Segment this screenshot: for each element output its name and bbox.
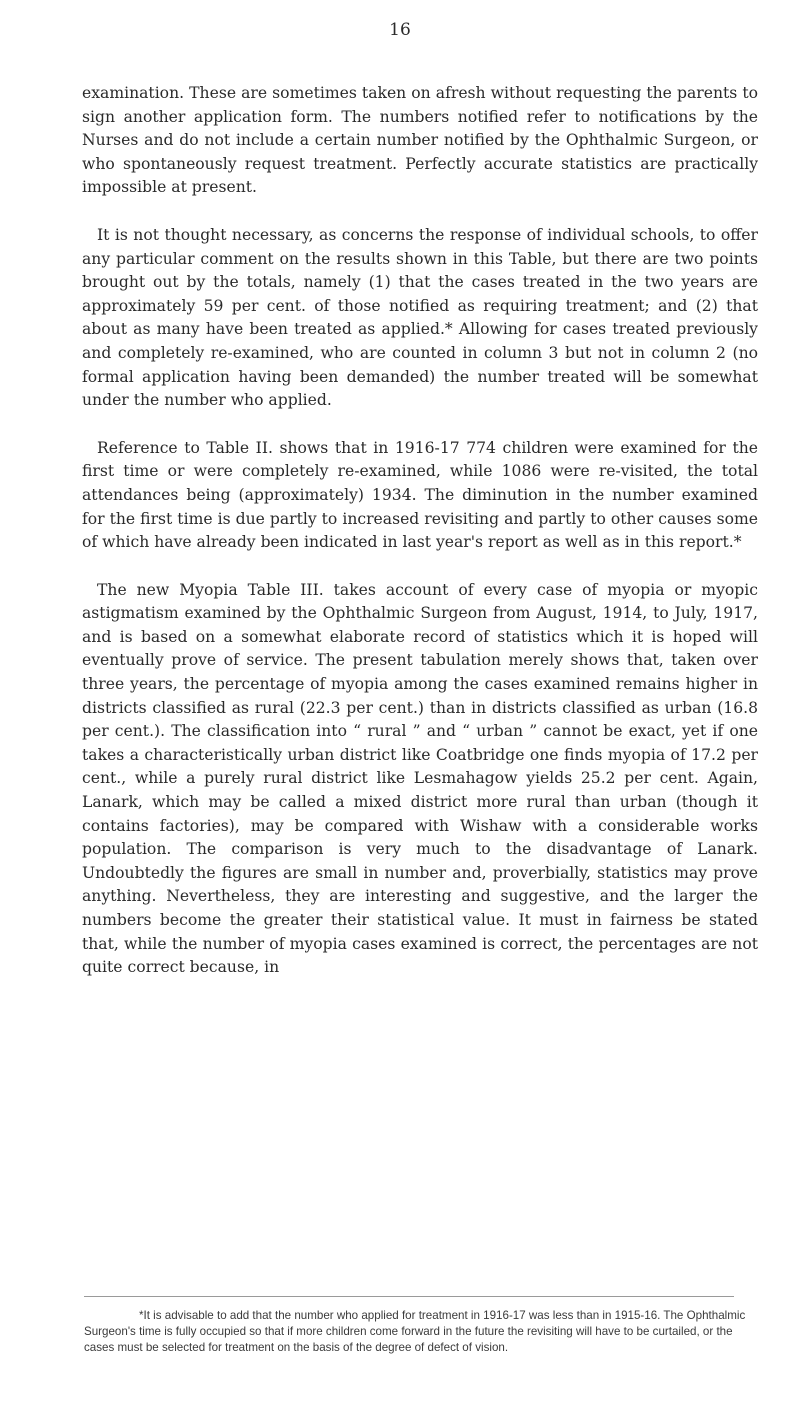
paragraph-table-ii: Reference to Table II. shows that in 1916-17 774 children were examined for the first time or were completely re-examined, while 1086 were re-visited, the total attendances being (approximately) 1934. The diminution in the number examined for the first time is due partly to increased revisiting and partly to other causes some of which have already been indicated in last year's report as well as in this report.*: [82, 438, 758, 552]
paragraph-table-comment: It is not thought necessary, as concerns the response of individual schools, to offer any particular comment on the results shown in this Table, but there are two points brought out by the totals, namely (1) that the cases treated in the two years are approximately 59 per cent. of those notified as requiring treatment; and (2) that about as many have been treated as applied.* Allowing for cases treated previously and completely re-examined, who are counted in column 3 but not in column 2 (no formal application having been demanded) the number treated will be somewhat under the number who applied.: [82, 225, 758, 410]
page-number: 16: [389, 20, 411, 40]
footnote-divider: [84, 1296, 734, 1297]
paragraph-myopia-table: The new Myopia Table III. takes account of every case of myopia or myopic astigmatism examined by the Ophthalmic Surgeon from August, 1914, to July, 1917, and is based on a somewhat elaborate record of statistics which it is hoped will eventually prove of service. The present tabulation merely shows that, taken over three years, the percentage of myopia among the cases examined remains higher in districts classified as rural (22.3 per cent.) than in districts classified as urban (16.8 per cent.). The classification into “ rural ” and “ urban ” cannot be exact, yet if one takes a characteristically urban district like Coatbridge one finds myopia of 17.2 per cent., while a purely rural district like Lesmahagow yields 25.2 per cent. Again, Lanark, which may be called a mixed district more rural than urban (though it contains factories), may be compared with Wishaw with a considerable works population. The comparison is very much to the disadvantage of Lanark. Undoubtedly the figures are small in number and, proverbially, statistics may prove anything. Nevertheless, they are interesting and suggestive, and the larger the numbers become the greater their statistical value. It must in fairness be stated that, while the number of myopia cases examined is correct, the percentages are not quite correct because, in: [82, 580, 758, 977]
paragraph-continuation: examination. These are sometimes taken on afresh without requesting the parents to sign another application form. The numbers notified refer to notifications by the Nurses and do not include a certain number notified by the Ophthalmic Surgeon, or who spontaneously request treatment. Perfectly accurate statistics are practically impossible at present.: [82, 84, 758, 197]
footnote: [84, 1308, 754, 1357]
body-text: [82, 82, 758, 1004]
footnote-text: *It is advisable to add that the number who applied for treatment in 1916-17 was less than in 1915-16. The Ophthalmic Surgeon's time is fully occupied so that if more children come forward in the future the revisiting will have to be curtailed, or the cases must be selected for treatment on the basis of the degree of defect of vision.: [84, 1309, 746, 1355]
